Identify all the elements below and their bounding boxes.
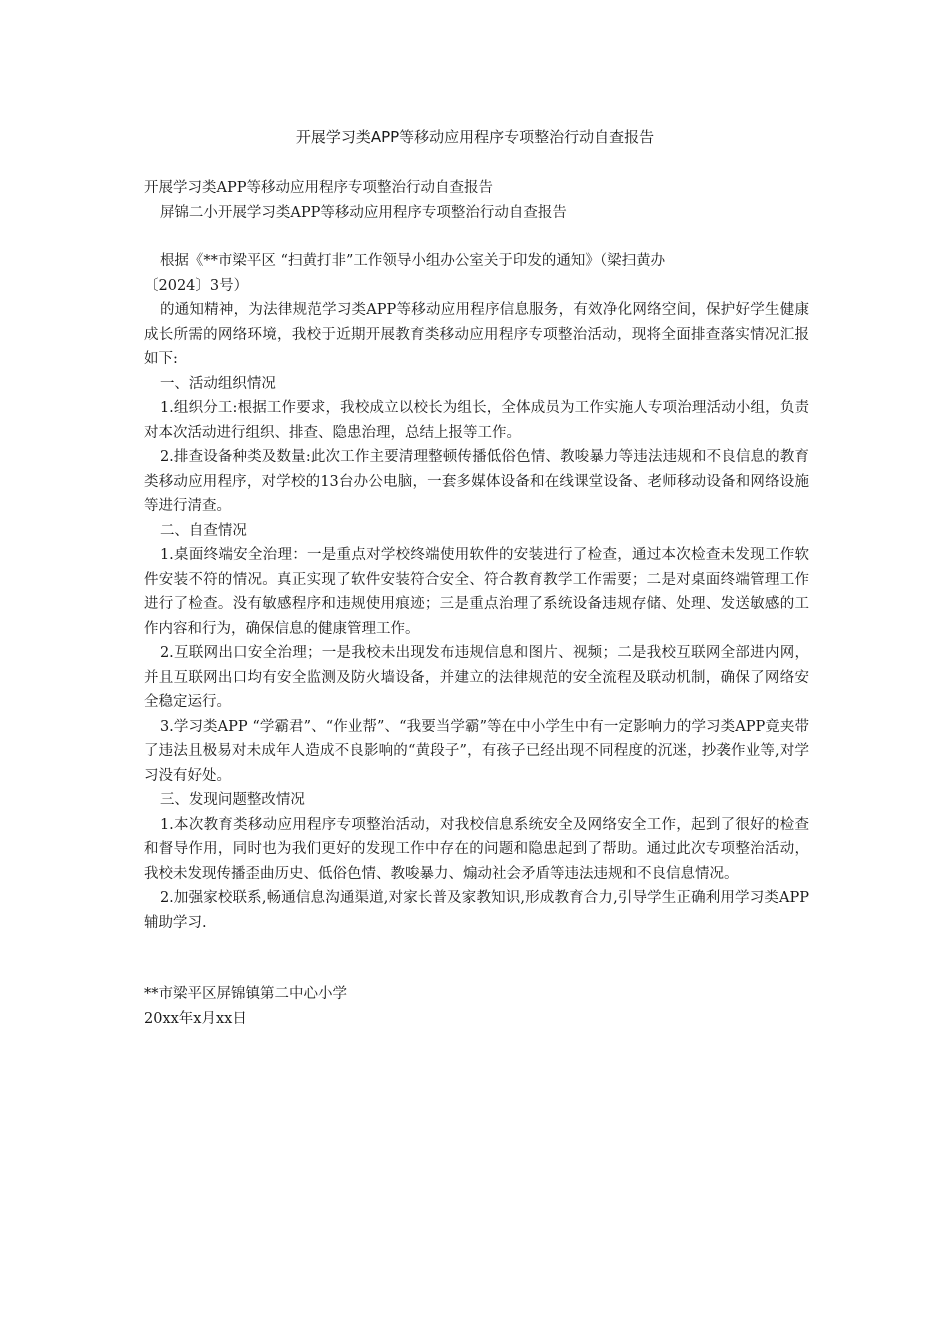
heading-line-2: 屏锦二小开展学习类APP等移动应用程序专项整治行动自查报告 xyxy=(159,204,567,221)
section-heading-2: 二、自查情况 xyxy=(159,522,247,539)
section-2-paragraph-2: 2.互联网出口安全治理；一是我校未出现发布违规信息和图片、视频；二是我校互联网全部进内网，并且互联网出口均有安全监测及防火墙设备，并建立的法律规范的安全流程及联动机制，确保了网络安全稳定运行。 xyxy=(144,645,809,710)
document-title: 开展学习类APP等移动应用程序专项整治行动自查报告 xyxy=(295,128,655,146)
section-1-paragraph-2: 2.排查设备种类及数量:此次工作主要清理整顿传播低俗色情、教唆暴力等违法违规和不良信息的教育类移动应用程序，对学校的13台办公电脑，一套多媒体设备和在线课堂设备、老师移动设备和网络设施等进行清查。 xyxy=(144,449,809,514)
section-2-paragraph-1: 1.桌面终端安全治理：一是重点对学校终端使用软件的安装进行了检查，通过本次检查未发现工作软件安装不符的情况。真正实现了软件安装符合安全、符合教育教学工作需要；二是对桌面终端管理工作进行了检查。没有敏感程序和违规使用痕迹；三是重点治理了系统设备违规存储、处理、发送敏感的工作内容和行为，确保信息的健康管理工作。 xyxy=(144,547,809,637)
intro-reference-line-1: 根据《**市梁平区 “扫黄打非”工作领导小组办公室关于印发的通知》（梁扫黄办 xyxy=(159,253,666,269)
heading-line-1: 开展学习类APP等移动应用程序专项整治行动自查报告 xyxy=(144,180,493,196)
section-heading-3: 三、发现问题整改情况 xyxy=(159,792,305,808)
signature-organization: **市梁平区屏锦镇第二中心小学 xyxy=(144,986,347,1002)
section-3-paragraph-1: 1.本次教育类移动应用程序专项整治活动，对我校信息系统安全及网络安全工作，起到了很好的检查和督导作用，同时也为我们更好的发现工作中存在的问题和隐患起到了帮助。通过此次专项整治活动，我校未发现传播歪曲历史、低俗色情、教唆暴力、煽动社会矛盾等违法违规和不良信息情况。 xyxy=(144,816,809,882)
signature-date: 20xx年x月xx日 xyxy=(144,1010,247,1027)
document-body xyxy=(144,176,809,1031)
section-2-paragraph-3: 3.学习类APP “学霸君”、“作业帮”、“我要当学霸”等在中小学生中有一定影响力的学习类APP竟夹带了违法且极易对未成年人造成不良影响的“黄段子”，有孩子已经出现不同程度的沉迷，抄袭作业等,对学习没有好处。 xyxy=(144,718,809,784)
section-3-paragraph-2: 2.加强家校联系,畅通信息沟通渠道,对家长普及家教知识,形成教育合力,引导学生正确利用学习类APP辅助学习. xyxy=(144,890,809,931)
intro-reference-line-2: 〔2024〕3号） xyxy=(144,277,249,294)
intro-paragraph: 的通知精神，为法律规范学习类APP等移动应用程序信息服务，有效净化网络空间，保护好学生健康成长所需的网络环境，我校于近期开展教育类移动应用程序专项整治活动，现将全面排查落实情况汇报如下: xyxy=(144,302,809,367)
section-1-paragraph-1: 1.组织分工:根据工作要求，我校成立以校长为组长，全体成员为工作实施人专项治理活动小组，负责对本次活动进行组织、排查、隐患治理，总结上报等工作。 xyxy=(144,400,809,441)
section-heading-1: 一、活动组织情况 xyxy=(159,375,276,392)
